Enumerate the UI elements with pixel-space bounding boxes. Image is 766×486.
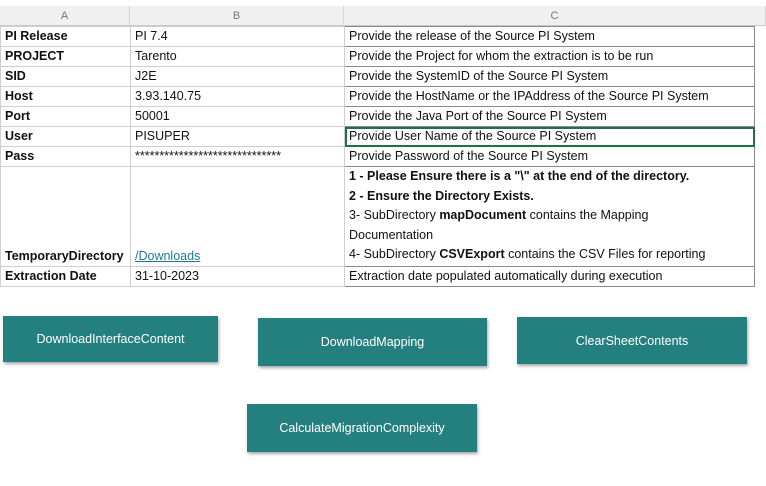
value-cell[interactable]: 50001 [131, 107, 345, 127]
value-cell[interactable]: PISUPER [131, 127, 345, 147]
table-row [1, 27, 755, 47]
column-header-a[interactable]: A [0, 6, 130, 26]
table-row [1, 47, 755, 67]
clear-sheet-contents-button[interactable]: ClearSheetContents [517, 317, 747, 364]
downloads-link[interactable]: /Downloads [135, 248, 201, 263]
note-1: 1 - Please Ensure there is a "\" at the end of the directory. [349, 169, 690, 183]
column-headers [0, 6, 766, 26]
note-4: 4- SubDirectory CSVExport contains the CSV Files for reporting [349, 247, 706, 261]
calculate-migration-complexity-button[interactable]: CalculateMigrationComplexity [247, 404, 477, 452]
description-cell[interactable]: Provide Password of the Source PI System [345, 147, 755, 167]
description-cell[interactable]: Provide the Project for whom the extraction is to be run [345, 47, 755, 67]
note-2: 2 - Ensure the Directory Exists. [349, 188, 534, 203]
column-header-c[interactable]: C [344, 6, 766, 26]
note-3: 3- SubDirectory mapDocument contains the Mapping [349, 208, 649, 222]
value-cell[interactable]: ****************************** [131, 147, 345, 167]
value-cell[interactable]: Tarento [131, 47, 345, 67]
download-mapping-button[interactable]: DownloadMapping [258, 318, 487, 366]
key-cell[interactable]: Host [1, 87, 131, 107]
description-cell[interactable]: Extraction date populated automatically during execution [345, 266, 755, 286]
notes-cell[interactable] [345, 167, 755, 267]
key-cell[interactable]: User [1, 127, 131, 147]
value-cell[interactable]: 3.93.140.75 [131, 87, 345, 107]
key-cell[interactable]: TemporaryDirectory [1, 167, 131, 267]
config-table [0, 26, 755, 287]
table-row [1, 266, 755, 286]
download-interface-content-button[interactable]: DownloadInterfaceContent [3, 316, 218, 362]
table-row [1, 107, 755, 127]
key-cell[interactable]: PROJECT [1, 47, 131, 67]
value-cell[interactable]: PI 7.4 [131, 27, 345, 47]
key-cell[interactable]: PI Release [1, 27, 131, 47]
table-row [1, 67, 755, 87]
table-row [1, 147, 755, 167]
note-3-continued: Documentation [349, 227, 434, 242]
description-cell[interactable]: Provide the Java Port of the Source PI System [345, 107, 755, 127]
column-header-b[interactable]: B [130, 6, 344, 26]
value-cell[interactable]: 31-10-2023 [131, 266, 345, 286]
key-cell[interactable]: SID [1, 67, 131, 87]
value-cell[interactable]: J2E [131, 67, 345, 87]
key-cell[interactable]: Port [1, 107, 131, 127]
value-cell[interactable] [131, 167, 345, 267]
table-row [1, 87, 755, 107]
table-row [1, 127, 755, 147]
description-cell[interactable]: Provide the HostName or the IPAddress of the Source PI System [345, 87, 755, 107]
key-cell[interactable]: Pass [1, 147, 131, 167]
description-cell[interactable]: Provide the SystemID of the Source PI System [345, 67, 755, 87]
table-row-temp-directory [1, 167, 755, 267]
description-cell[interactable]: Provide the release of the Source PI System [345, 27, 755, 47]
description-cell-selected[interactable]: Provide User Name of the Source PI System [345, 127, 755, 147]
key-cell[interactable]: Extraction Date [1, 266, 131, 286]
